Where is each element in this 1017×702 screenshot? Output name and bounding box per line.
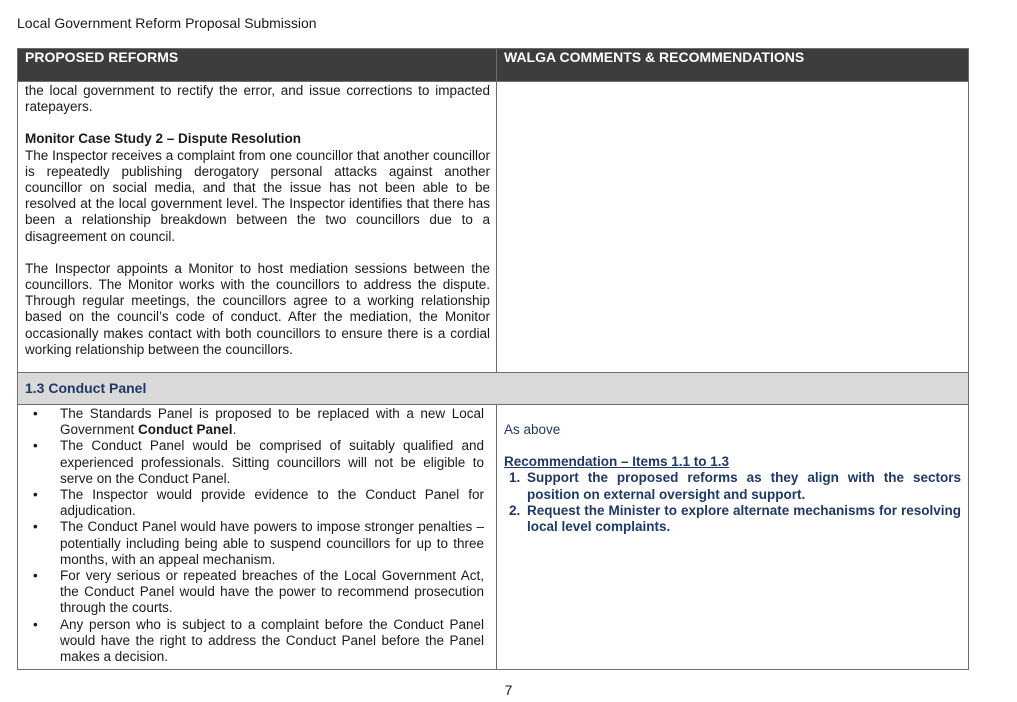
list-item: • The Conduct Panel would be comprised of suitably qualified and experienced professionals. Sitting councillors will not be eligible to serve on the Conduct Panel. <box>25 438 484 487</box>
list-item <box>25 406 484 438</box>
table-header-row <box>18 49 969 82</box>
recommendation-number: 1. <box>509 470 521 486</box>
bullet-bold-text: Conduct Panel <box>138 422 233 438</box>
list-item <box>504 470 961 502</box>
list-item: • The Inspector would provide evidence to the Conduct Panel for adjudication. <box>25 487 484 519</box>
recommendation-list <box>504 470 961 535</box>
list-item: • The Conduct Panel would have powers to impose stronger penalties – potentially including being able to suspend councillors for up to three months, with an appeal mechanism. <box>25 519 484 568</box>
case-study-paragraph-2: The Inspector appoints a Monitor to host mediation sessions between the councillors. The Monitor works with the councillors to address the dispute. Through regular meetings, the councillors agree to a working relationship based on the council’s code of conduct. After the mediation, the Monitor occasionally makes contact with both councillors to ensure there is a cordial working relationship between the councillors. <box>25 260 490 357</box>
page-number: 7 <box>504 682 513 698</box>
column-header-walga-comments: WALGA COMMENTS & RECOMMENDATIONS <box>497 49 969 82</box>
list-item: • For very serious or repeated breaches of the Local Government Act, the Conduct Panel would have the power to recommend prosecution through the courts. <box>25 568 484 617</box>
recommendation-title: Recommendation – Items 1.1 to 1.3 <box>504 454 730 470</box>
walga-comments-cell <box>497 405 969 670</box>
recommendation-text: Support the proposed reforms as they align with the sectors position on external oversight and support. <box>527 470 961 502</box>
recommendation-number: 2. <box>509 502 521 518</box>
list-item <box>504 503 961 535</box>
bullet-text: The Standards Panel is proposed to be replaced with a new Local Government <box>60 406 484 438</box>
reform-description-cell <box>18 82 497 373</box>
document-header: Local Government Reform Proposal Submission <box>17 15 317 31</box>
recommendation-text: Request the Minister to explore alternate mechanisms for resolving local level complaints. <box>527 502 961 535</box>
table-row <box>18 405 969 670</box>
section-row <box>18 373 969 405</box>
table-row <box>18 82 969 373</box>
reforms-table <box>17 48 969 670</box>
case-study-paragraph-1: The Inspector receives a complaint from one councillor that another councillor is repeatedly publishing derogatory personal attacks against another councillor on social media, and that the issue has not been able to be resolved at the local government level. The Inspector identifies that there has been a relationship breakdown between the two councillors due to a disagreement on council. <box>25 147 490 244</box>
case-study-title: Monitor Case Study 2 – Dispute Resolution <box>25 131 302 147</box>
section-title: 1.3 Conduct Panel <box>18 373 969 405</box>
conduct-panel-reforms-cell <box>18 405 497 670</box>
list-item: • Any person who is subject to a complaint before the Conduct Panel would have the right to address the Conduct Panel before the Panel makes a decision. <box>25 617 484 666</box>
continued-text: the local government to rectify the error, and issue corrections to impacted ratepayers. <box>25 83 490 115</box>
bullet-text-end: . <box>232 422 237 438</box>
column-header-proposed-reforms: PROPOSED REFORMS <box>18 49 497 82</box>
reform-bullet-list <box>25 406 490 665</box>
comments-cell-empty <box>497 82 969 373</box>
comment-text: As above <box>504 422 561 437</box>
